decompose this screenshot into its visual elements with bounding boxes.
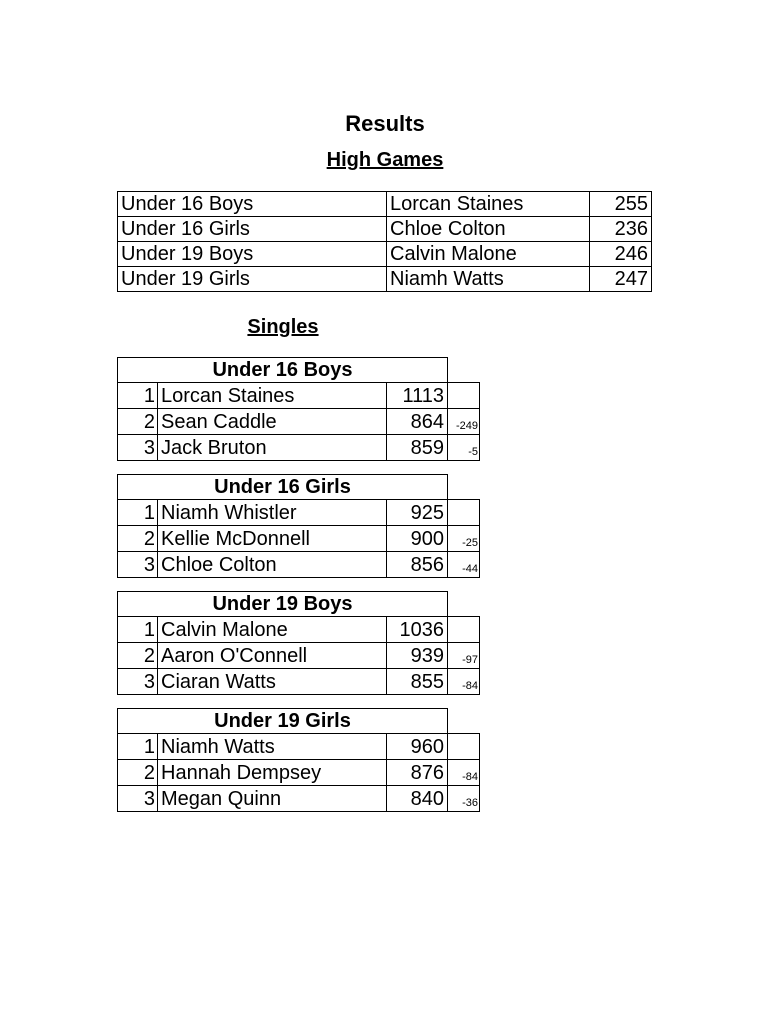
high-games-table bbox=[117, 191, 652, 292]
name-cell: Calvin Malone bbox=[387, 242, 590, 267]
name-cell: Megan Quinn bbox=[158, 786, 387, 812]
diff-cell: -36 bbox=[448, 786, 480, 812]
table-row bbox=[118, 734, 480, 760]
category-cell: Under 19 Girls bbox=[118, 267, 387, 292]
rank-cell: 3 bbox=[118, 786, 158, 812]
score-cell: 925 bbox=[387, 500, 448, 526]
name-cell: Niamh Whistler bbox=[158, 500, 387, 526]
name-cell: Lorcan Staines bbox=[158, 383, 387, 409]
rank-cell: 3 bbox=[118, 435, 158, 461]
score-cell: 840 bbox=[387, 786, 448, 812]
diff-cell: -25 bbox=[448, 526, 480, 552]
rank-cell: 3 bbox=[118, 669, 158, 695]
name-cell: Jack Bruton bbox=[158, 435, 387, 461]
category-cell: Under 16 Boys bbox=[118, 192, 387, 217]
high-games-heading: High Games bbox=[326, 149, 444, 171]
diff-cell: -97 bbox=[448, 643, 480, 669]
group-heading: Under 19 Girls bbox=[118, 709, 448, 734]
score-cell: 864 bbox=[387, 409, 448, 435]
name-cell: Chloe Colton bbox=[158, 552, 387, 578]
score-cell: 255 bbox=[590, 192, 652, 217]
diff-cell: -5 bbox=[448, 435, 480, 461]
rank-cell: 2 bbox=[118, 409, 158, 435]
rank-cell: 1 bbox=[118, 383, 158, 409]
diff-cell bbox=[448, 383, 480, 409]
table-row bbox=[118, 435, 480, 461]
group-heading: Under 19 Boys bbox=[118, 592, 448, 617]
rank-cell: 1 bbox=[118, 617, 158, 643]
score-cell: 876 bbox=[387, 760, 448, 786]
rank-cell: 2 bbox=[118, 526, 158, 552]
page-title: Results bbox=[345, 111, 425, 136]
diff-cell: -84 bbox=[448, 760, 480, 786]
rank-cell: 3 bbox=[118, 552, 158, 578]
singles-table-under-16-girls bbox=[117, 474, 480, 578]
group-heading: Under 16 Girls bbox=[118, 475, 448, 500]
name-cell: Niamh Watts bbox=[158, 734, 387, 760]
name-cell: Niamh Watts bbox=[387, 267, 590, 292]
score-cell: 960 bbox=[387, 734, 448, 760]
table-row bbox=[118, 760, 480, 786]
diff-cell bbox=[448, 734, 480, 760]
name-cell: Hannah Dempsey bbox=[158, 760, 387, 786]
table-row bbox=[118, 217, 652, 242]
singles-table-under-19-girls bbox=[117, 708, 480, 812]
name-cell: Calvin Malone bbox=[158, 617, 387, 643]
name-cell: Lorcan Staines bbox=[387, 192, 590, 217]
table-row bbox=[118, 643, 480, 669]
score-cell: 856 bbox=[387, 552, 448, 578]
table-row bbox=[118, 552, 480, 578]
rank-cell: 2 bbox=[118, 760, 158, 786]
table-row bbox=[118, 383, 480, 409]
category-cell: Under 19 Boys bbox=[118, 242, 387, 267]
diff-cell: -249 bbox=[448, 409, 480, 435]
table-row bbox=[118, 526, 480, 552]
rank-cell: 2 bbox=[118, 643, 158, 669]
score-cell: 236 bbox=[590, 217, 652, 242]
name-cell: Ciaran Watts bbox=[158, 669, 387, 695]
table-row bbox=[118, 617, 480, 643]
diff-cell bbox=[448, 500, 480, 526]
score-cell: 859 bbox=[387, 435, 448, 461]
name-cell: Aaron O'Connell bbox=[158, 643, 387, 669]
name-cell: Kellie McDonnell bbox=[158, 526, 387, 552]
diff-cell bbox=[448, 617, 480, 643]
score-cell: 900 bbox=[387, 526, 448, 552]
score-cell: 855 bbox=[387, 669, 448, 695]
table-row bbox=[118, 192, 652, 217]
table-row bbox=[118, 669, 480, 695]
name-cell: Chloe Colton bbox=[387, 217, 590, 242]
score-cell: 939 bbox=[387, 643, 448, 669]
score-cell: 1036 bbox=[387, 617, 448, 643]
table-row bbox=[118, 242, 652, 267]
table-row bbox=[118, 500, 480, 526]
table-row bbox=[118, 267, 652, 292]
group-heading: Under 16 Boys bbox=[118, 358, 448, 383]
singles-table-under-19-boys bbox=[117, 591, 480, 695]
singles-heading: Singles bbox=[247, 316, 319, 338]
score-cell: 247 bbox=[590, 267, 652, 292]
diff-cell: -84 bbox=[448, 669, 480, 695]
table-row bbox=[118, 786, 480, 812]
score-cell: 1113 bbox=[387, 383, 448, 409]
table-row bbox=[118, 409, 480, 435]
rank-cell: 1 bbox=[118, 734, 158, 760]
category-cell: Under 16 Girls bbox=[118, 217, 387, 242]
singles-table-under-16-boys bbox=[117, 357, 480, 461]
rank-cell: 1 bbox=[118, 500, 158, 526]
diff-cell: -44 bbox=[448, 552, 480, 578]
score-cell: 246 bbox=[590, 242, 652, 267]
name-cell: Sean Caddle bbox=[158, 409, 387, 435]
